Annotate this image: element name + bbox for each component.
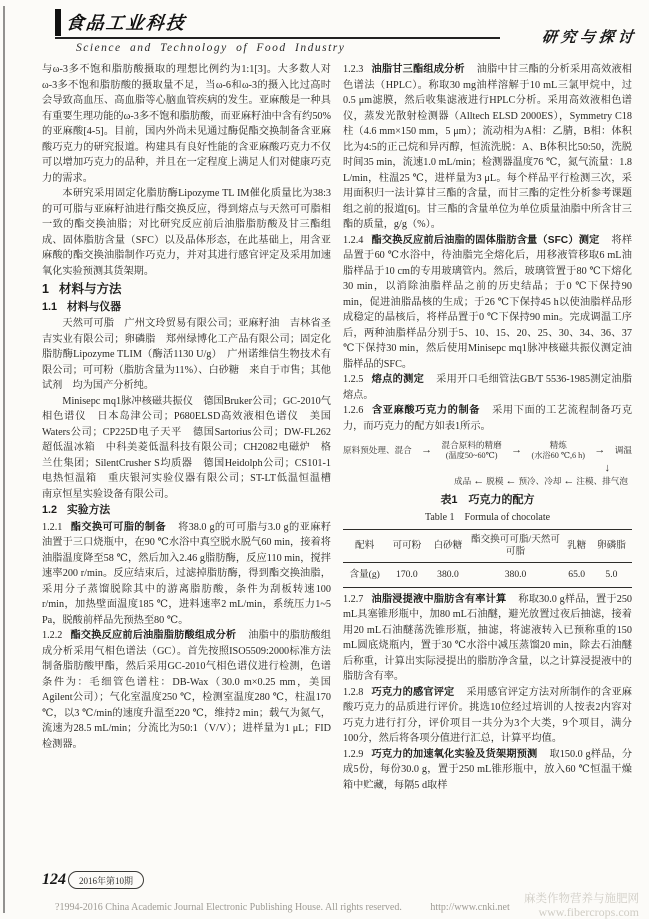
section-heading-1 bbox=[42, 282, 331, 298]
table-row-label: 含量(g) bbox=[349, 568, 380, 580]
subsection-number: 1.2.5 bbox=[343, 374, 364, 385]
arrow-right-icon: → bbox=[421, 444, 433, 457]
subsection-number: 1.2.2 bbox=[42, 630, 63, 641]
flow-step-label: 混合原料的精磨 bbox=[441, 440, 502, 450]
table-cell: 65.0 bbox=[568, 568, 586, 580]
flow-step-label: 调温 bbox=[614, 445, 632, 456]
subsection-text: 取150.0 g样品，分成5份，每份30.0 g，置于250 mL锥形瓶中，放入60 ℃恒温干燥箱中贮藏，每隔5 d取样 bbox=[343, 748, 633, 791]
table-header-cell: 可可粉 bbox=[386, 529, 427, 562]
flow-bottom-row bbox=[343, 476, 632, 487]
table-cell: 380.0 bbox=[504, 568, 527, 580]
flow-step-grind bbox=[442, 440, 502, 461]
table-header-cell: 白砂糖 bbox=[427, 529, 468, 562]
right-column bbox=[343, 62, 632, 793]
table-cell: 170.0 bbox=[396, 568, 418, 580]
flow-step-label: 原料预处理、混合 bbox=[343, 445, 412, 456]
logo-bar bbox=[55, 9, 61, 36]
subsection-1-2-8 bbox=[343, 685, 632, 747]
subsection-number: 1.2.9 bbox=[343, 748, 364, 760]
journal-logo: 食品工业科技 bbox=[64, 13, 187, 33]
flow-step-temper bbox=[615, 445, 632, 456]
section-title: 材料与方法 bbox=[58, 282, 122, 296]
flow-step-pretreat bbox=[343, 445, 412, 456]
subsection-number: 1.2.7 bbox=[343, 593, 364, 605]
subsection-text: 采用感官评定方法对所制作的含亚麻酸巧克力的品质进行评价。挑选10位经过培训的人按表2内容对巧克力进行打分，评价项目一共分为3个大类，9个项目，满分100分，然后将各项分值进行汇总，计算平均值。 bbox=[343, 686, 632, 744]
flow-step-note: (温度50~60℃) bbox=[445, 450, 498, 460]
flow-step-precool: 预冷、冷却 bbox=[518, 476, 562, 486]
table-header-row bbox=[343, 529, 632, 562]
subsection-1-2-4 bbox=[343, 233, 632, 373]
subsection-text: 油脂中的脂肪酸组成分析采用气相色谱法（GC）。首先按照ISO5509:2000标准方法制备脂肪酸甲酯，然后采用GC-2010气相色谱仪进行检测，色谱条件为：毛细管色谱柱：DB-Wax（30.0 m×0.25 mm，美国Agilent公司）；气化室温度250 ℃，检测室温度280 ℃，柱温170 ℃，以3 ℃/min的速度升温至220 ℃，维持2 min；载气为氮气，流速为28.5 mL/min；分流比为50:1（V/V）；进样量为1 μL；FID检测器。 bbox=[42, 630, 331, 750]
flow-step-demold: 脱模 bbox=[486, 476, 504, 486]
subsection-text: 油脂中甘三酯的分析采用高效液相色谱法（HPLC）。称取30 mg油样溶解于10 mL三氯甲烷中，过0.5 μm滤膜，然后收集滤液进行HPLC分析。采用高效液相色谱仪，蒸发光散射检测器（Alltech ELSD 2000ES），Symmetry C18柱（4.6 mm×150 mm，5 μm）；流动相为A相：乙腈，B相：体积比为4:5的正己烷和异丙醇，恒流洗脱：A、B体积比50:50，洗脱时间35 min，流速1.0 mL/min；检测器温度76 ℃，氮气流量：1.8 L/min，柱温25 ℃，进样量为3 μL。每个样品平行检测三次，采用面积归一法计算甘三酯的含量，而甘三酯的定性分析参考课题组之前的报道[6]。甘三酯的含量单位为单位质量油脂中所含甘三酯的质量，g/g（%）。 bbox=[343, 64, 632, 230]
flow-step-label: 精炼 bbox=[549, 440, 567, 450]
section-title: 材料与仪器 bbox=[67, 300, 121, 313]
subsection-1-2-2 bbox=[42, 628, 331, 752]
section-label: 研究与探讨 bbox=[540, 30, 638, 46]
copyright-line bbox=[55, 902, 510, 913]
section-number: 1.2 bbox=[42, 504, 58, 516]
flow-step-note: (水浴60 ℃,6 h) bbox=[531, 450, 586, 460]
page-header bbox=[0, 0, 649, 58]
scan-edge-line bbox=[3, 6, 5, 913]
table-header-cell: 卵磷脂 bbox=[591, 529, 632, 562]
subsection-text: 将样品置于60 ℃水浴中，待油脂完全熔化后，用移液管移取6 mL油脂样品于10 cm的专用玻璃管内。然后，玻璃管置于80 ℃下熔化30 min，以消除油脂样品之前的历史结晶；于0 ℃下保持90 min，促进油脂晶核的生成；于26 ℃下保持45 h以使油脂样品形成稳定的晶核后，将样品置于0 ℃下保持90 min。完成调温工序后，两种油脂样品分别于5、10、15、20、25、30、34、36、37 ℃下保持30 min，然后使用Minisepc mq1脉冲核磁共振仪测定油脂样品的SFC。 bbox=[343, 234, 633, 370]
issue-label: 2016年第10期 bbox=[68, 871, 144, 889]
section-heading-1-2 bbox=[42, 503, 331, 519]
subsection-1-2-7 bbox=[343, 592, 632, 685]
journal-subtitle: Science and Technology of Food Industry bbox=[76, 42, 346, 54]
subsection-title: 油脂甘三酯组成分析 bbox=[371, 64, 465, 75]
subsection-text: 采用开口毛细管法GB/T 5536-1985测定油脂熔点。 bbox=[343, 374, 632, 401]
subsection-number: 1.2.8 bbox=[343, 686, 364, 698]
arrow-left-icon: ← bbox=[473, 475, 485, 487]
copyright-text: ?1994-2016 China Academic Journal Electronic Publishing House. All rights reserved. bbox=[55, 902, 402, 913]
intro-paragraph-continued: 与ω-3多不饱和脂肪酸摄取的理想比例约为1:1[3]。大多数人对ω-3多不饱和脂肪酸的摄取量不足，当ω-6和ω-3的摄入比过高时会导致高血压、高血脂等心脑血管疾病的发生。亚麻酸是一种具有重要生理功能的ω-3多不饱和脂肪酸，而亚麻籽油中含有约50%的亚麻酸[4-5]。目前，国内外尚未见通过酶促酯交换制备含亚麻酸巧克力的研究报道。构建具有良好性能的含亚麻酸巧克力不仅可以增加巧克力的品种，并且在一定程度上满足人们对健康巧克力的需求。 bbox=[42, 64, 331, 184]
subsection-title: 酯交换反应前后油脂的固体脂肪含量（SFC）测定 bbox=[371, 234, 600, 246]
watermark bbox=[524, 893, 639, 919]
table-caption-en: Table 1 Formula of chocolate bbox=[424, 512, 551, 523]
subsection-title: 巧克力的感官评定 bbox=[371, 686, 455, 698]
page-number: 124 bbox=[42, 871, 66, 888]
section-number: 1 bbox=[42, 282, 49, 296]
page-number-badge bbox=[42, 871, 144, 889]
watermark-name: 麻类作物营养与施肥网 bbox=[524, 893, 639, 905]
flow-step-finished: 成品 bbox=[454, 476, 472, 486]
flow-step-mold: 注模、排气泡 bbox=[576, 476, 628, 486]
subsection-1-2-5 bbox=[343, 372, 632, 403]
subsection-text: 将38.0 g的可可脂与3.0 g的亚麻籽油置于三口烧瓶中，在90 ℃水浴中真空脱水脱气60 min，接着将油脂温度降至58 ℃，然后加入2.46 g脂肪酶，反应110 min，搅拌速率200 r/min。反应结束后，过滤掉脂肪酶，得到酯交换油脂，采用分子蒸馏脱除其中的游离脂肪酸，条件为刮板转速100 r/min，加热壁面温度185 ℃，进料速率2 mL/min，系统压力1~5 Pa，脱酸前样品先预热至80 ℃。 bbox=[42, 521, 332, 626]
flow-top-row bbox=[343, 440, 632, 461]
materials-paragraph: 天然可可脂 广州文玲贸易有限公司；亚麻籽油 吉林省圣吉实业有限公司；卵磷脂 郑州绿博化工产品有限公司；固定化脂肪酶Lipozyme TLIM（酶活1130 U/g） 广州诺维信生物技术有限公司；可可粉（脂肪含量为11%）、白砂糖 来自于市售；其他试剂 均为国产分析纯。 bbox=[42, 318, 331, 391]
subsection-number: 1.2.1 bbox=[42, 521, 63, 533]
left-column bbox=[42, 62, 342, 793]
table-header-cell: 配料 bbox=[343, 529, 386, 562]
section-number: 1.1 bbox=[42, 300, 58, 313]
header-rule bbox=[55, 37, 500, 39]
subsection-1-2-6 bbox=[343, 403, 632, 434]
instruments-paragraph: Minisepc mq1脉冲核磁共振仪 德国Bruker公司；GC-2010气相色谱仪 日本岛津公司；P680ELSD高效液相色谱仪 美国Waters公司；CP225D电子天平 德国Sartorius公司；DW-FL262超低温冰箱 中科美菱低温科技有限公司；CH2082电磁炉 格兰仕集团；SilentCrusher S均质器 德国Heidolph公司；CS101-1电热恒温箱 重庆银河实验仪器有限公司；ST-LT低温恒温槽 南京恒星实验设备有限公司。 bbox=[42, 395, 342, 500]
subsection-number: 1.2.6 bbox=[343, 405, 364, 416]
table-cell: 380.0 bbox=[437, 568, 459, 580]
arrow-right-icon: → bbox=[594, 444, 606, 457]
table-caption-zh: 表1 巧克力的配方 bbox=[440, 493, 535, 506]
cnki-url: http://www.cnki.net bbox=[430, 902, 510, 913]
subsection-title: 熔点的测定 bbox=[371, 374, 425, 385]
subsection-1-2-9 bbox=[343, 747, 632, 794]
section-title: 实验方法 bbox=[67, 504, 111, 516]
table-cell: 5.0 bbox=[605, 568, 618, 580]
arrow-right-icon: → bbox=[511, 444, 523, 457]
subsection-number: 1.2.3 bbox=[343, 64, 364, 75]
watermark-url: www.fibercrops.com bbox=[538, 905, 639, 919]
table-row bbox=[343, 562, 632, 587]
subsection-title: 油脂浸提液中脂肪含有率计算 bbox=[371, 593, 507, 605]
subsection-text: 采用下面的工艺流程制备巧克力，而巧克力的配方如表1所示。 bbox=[343, 405, 633, 432]
subsection-text: 称取30.0 g样品，置于250 mL具塞锥形瓶中，加80 mL石油醚，避光放置过夜后抽滤，接着用20 mL石油醚荡洗锥形瓶，抽滤，将滤液转入已预称重的150 mL圆底烧瓶内，置于30 ℃水浴中减压蒸馏20 min，除去石油醚后称重，计算出实际浸提出的脂肪净含量，以之计算浸提液中的脂肪含有率。 bbox=[343, 593, 633, 682]
flow-step-conche bbox=[532, 440, 586, 461]
arrow-left-icon: ← bbox=[563, 475, 575, 487]
subsection-1-2-1 bbox=[42, 520, 331, 629]
table-header-cell: 酯交换可可脂/天然可可脂 bbox=[469, 529, 563, 562]
subsection-title: 酯交换可可脂的制备 bbox=[70, 521, 167, 533]
chocolate-formula-table bbox=[343, 529, 632, 588]
arrow-left-icon: ← bbox=[505, 475, 517, 487]
process-flow-diagram bbox=[343, 440, 632, 487]
table-header-cell: 乳糖 bbox=[563, 529, 591, 562]
subsection-title: 含亚麻酸巧克力的制备 bbox=[371, 405, 481, 416]
subsection-title: 巧克力的加速氧化实验及货架期预测 bbox=[371, 748, 538, 760]
subsection-number: 1.2.4 bbox=[343, 234, 364, 246]
subsection-1-2-3 bbox=[343, 62, 632, 233]
subsection-title: 酯交换反应前后油脂脂肪酸组成分析 bbox=[70, 630, 237, 641]
intro-paragraph-2: 本研究采用固定化脂肪酶Lipozyme TL IM催化质量比为38:3的可可脂与亚麻籽油进行酯交换反应，得到熔点与天然可可脂相一致的酯交换油脂；对比研究反应前后油脂脂肪酸及甘三酯组成、固体脂肪含量（SFC）以及晶体形态，在此基础上，用含亚麻酸的酯交换油脂制作巧克力，并对其进行感官评定及采用加速氧化实验预测其货架期。 bbox=[42, 188, 331, 277]
section-heading-1-1 bbox=[42, 300, 331, 316]
two-column-body bbox=[0, 58, 649, 793]
arrow-down-icon: ↓ bbox=[604, 462, 610, 474]
